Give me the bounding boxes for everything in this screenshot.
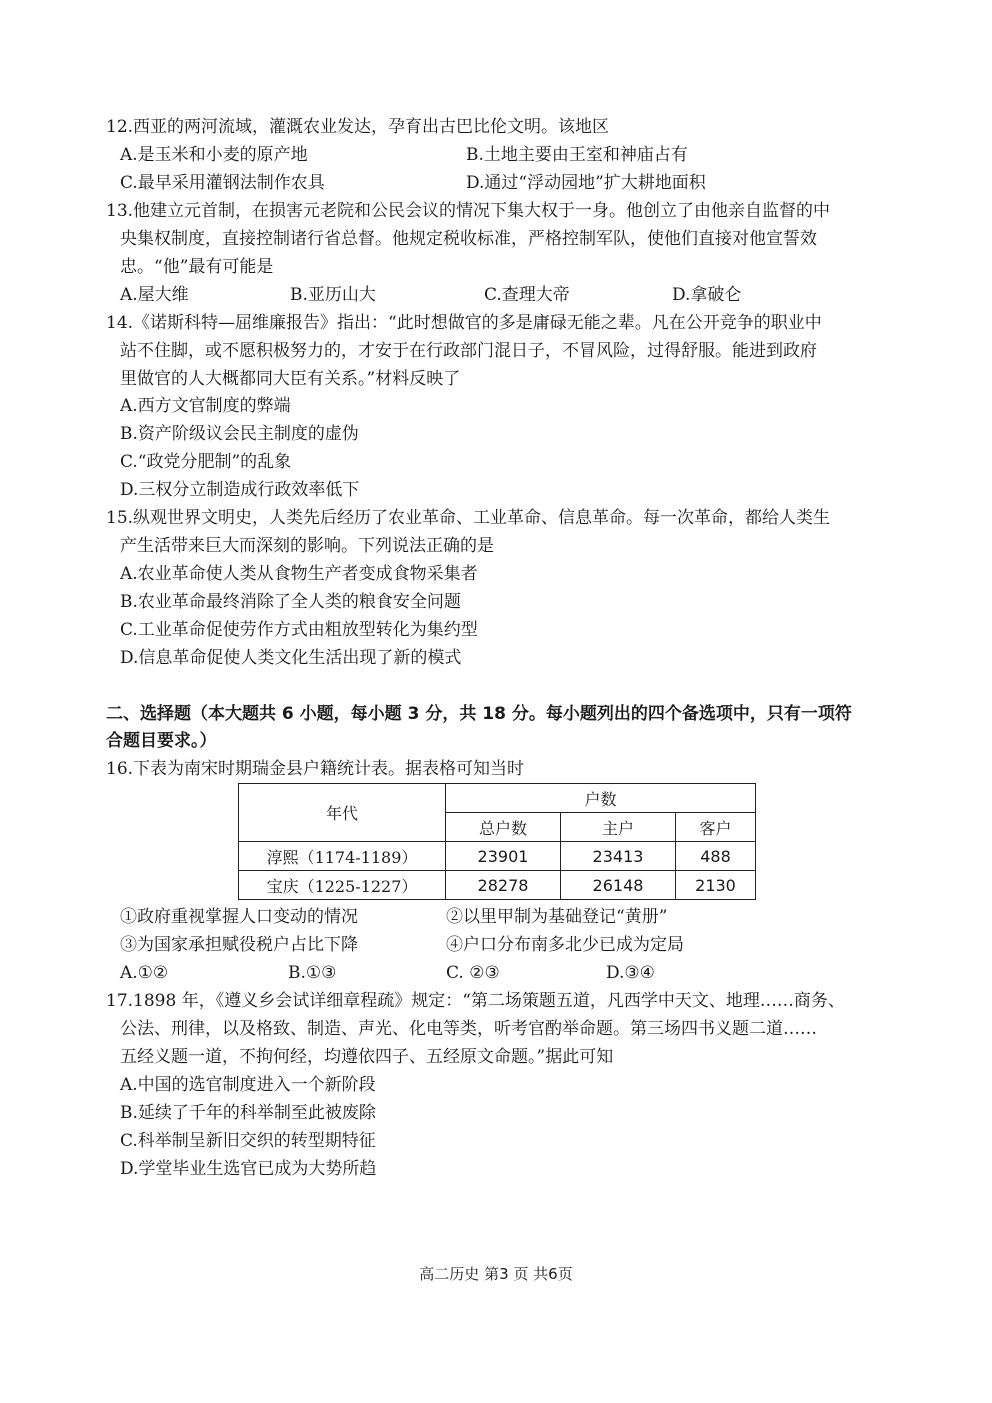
q17-stem-line3: 五经义题一道，不拘何经，均遵依四子、五经原文命题。”据此可知 (120, 1047, 614, 1067)
cell-era: 宝庆（1225-1227） (239, 871, 446, 900)
cell-total: 28278 (446, 871, 561, 900)
q13-stem-line3: 忠。“他”最有可能是 (120, 257, 274, 277)
q17-option-d: D.学堂毕业生选官已成为大势所趋 (120, 1159, 377, 1179)
q12-option-b: B.土地主要由王室和神庙占有 (466, 145, 688, 165)
q14-option-d: D.三权分立制造成行政效率低下 (120, 480, 360, 500)
q16-option-b: B.①③ (288, 963, 337, 983)
q14-option-a: A.西方文官制度的弊端 (120, 396, 291, 416)
cell-main: 26148 (561, 871, 676, 900)
household-statistics-table (238, 783, 756, 900)
header-era: 年代 (239, 784, 446, 842)
header-guest-households: 客户 (676, 813, 756, 842)
table-row (239, 871, 756, 900)
header-main-households: 主户 (561, 813, 676, 842)
q16-option-d: D.③④ (606, 963, 655, 983)
q15-stem-line2: 产生活带来巨大而深刻的影响。下列说法正确的是 (120, 536, 494, 556)
q16-statement-4: ④户口分布南多北少已成为定局 (446, 935, 684, 955)
q15-option-c: C.工业革命促使劳作方式由粗放型转化为集约型 (120, 620, 478, 640)
header-households: 户数 (446, 784, 756, 813)
q16-statement-1: ①政府重视掌握人口变动的情况 (120, 907, 358, 927)
q15-option-b: B.农业革命最终消除了全人类的粮食安全问题 (120, 592, 461, 612)
q17-option-c: C.科举制呈新旧交织的转型期特征 (120, 1131, 376, 1151)
q12-option-c: C.最早采用灌钢法制作农具 (120, 173, 325, 193)
q14-stem-line3: 里做官的人大概都同大臣有关系。”材料反映了 (120, 369, 461, 389)
q12-option-a: A.是玉米和小麦的原产地 (120, 145, 308, 165)
q13-option-b: B.亚历山大 (290, 285, 376, 305)
cell-main: 23413 (561, 842, 676, 871)
q15-option-d: D.信息革命促使人类文化生活出现了新的模式 (120, 648, 462, 668)
q13-option-c: C.查理大帝 (484, 285, 570, 305)
page-footer: 高二历史 第3 页 共6页 (419, 1265, 573, 1283)
q14-stem-line2: 站不住脚，或不愿积极努力的，才安于在行政部门混日子，不冒风险，过得舒服。能进到政府 (120, 341, 817, 361)
cell-era: 淳熙（1174-1189） (239, 842, 446, 871)
q15-option-a: A.农业革命使人类从食物生产者变成食物采集者 (120, 564, 478, 584)
header-total-households: 总户数 (446, 813, 561, 842)
q14-stem-line1: 14.《诺斯科特—屈维廉报告》指出：“此时想做官的多是庸碌无能之辈。凡在公开竞争的职业中 (106, 313, 822, 333)
q13-stem-line2: 央集权制度，直接控制诸行省总督。他规定税收标准，严格控制军队，使他们直接对他宣誓效 (120, 229, 817, 249)
q17-stem-line2: 公法、刑律，以及格致、制造、声光、化电等类，听考官酌举命题。第三场四书义题二道…… (120, 1019, 817, 1039)
q16-option-c: C. ②③ (446, 963, 500, 983)
q16-statement-3: ③为国家承担赋役税户占比下降 (120, 935, 358, 955)
table-row (239, 842, 756, 871)
q17-option-a: A.中国的选官制度进入一个新阶段 (120, 1075, 376, 1095)
q17-option-b: B.延续了千年的科举制至此被废除 (120, 1103, 376, 1123)
q15-stem-line1: 15.纵观世界文明史，人类先后经历了农业革命、工业革命、信息革命。每一次革命，都给人类生 (106, 508, 831, 528)
section2-heading-line1: 二、选择题（本大题共 6 小题，每小题 3 分，共 18 分。每小题列出的四个备选项中，只有一项符 (106, 704, 852, 724)
q13-option-d: D.拿破仑 (672, 285, 742, 305)
q14-option-c: C.“政党分肥制”的乱象 (120, 452, 292, 472)
q12-option-d: D.通过“浮动园地”扩大耕地面积 (466, 173, 706, 193)
table-header-row (239, 784, 756, 813)
q13-option-a: A.屋大维 (120, 285, 189, 305)
section2-heading-line2: 合题目要求。） (106, 731, 217, 751)
q13-stem-line1: 13.他建立元首制，在损害元老院和公民会议的情况下集大权于一身。他创立了由他亲自监督的中 (106, 201, 831, 221)
q16-statement-2: ②以里甲制为基础登记“黄册” (446, 907, 668, 927)
q14-option-b: B.资产阶级议会民主制度的虚伪 (120, 424, 359, 444)
cell-guest: 2130 (676, 871, 756, 900)
q16-option-a: A.①② (120, 963, 169, 983)
q17-stem-line1: 17.1898 年，《遵义乡会试详细章程疏》规定：“第二场策题五道，凡西学中天文、地理……商务、 (106, 991, 845, 1011)
q12-stem: 12.西亚的两河流域，灌溉农业发达，孕育出古巴比伦文明。该地区 (106, 117, 610, 137)
cell-total: 23901 (446, 842, 561, 871)
q16-stem: 16.下表为南宋时期瑞金县户籍统计表。据表格可知当时 (106, 759, 525, 779)
cell-guest: 488 (676, 842, 756, 871)
